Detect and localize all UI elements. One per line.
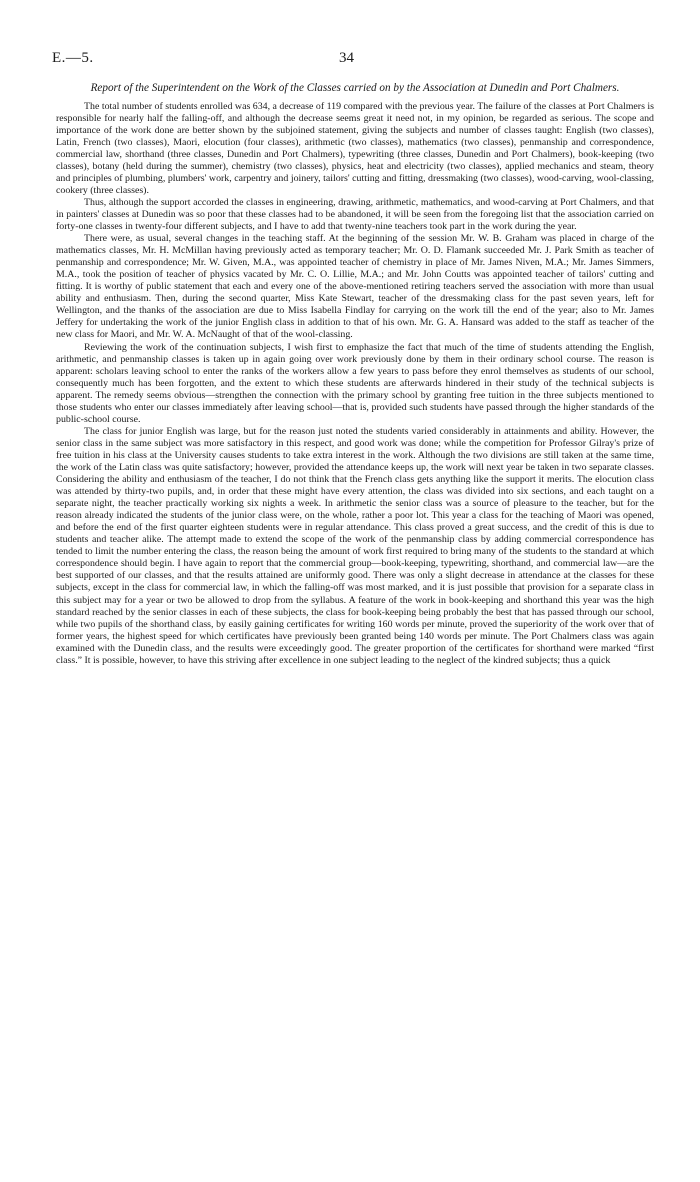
paragraph-continuation-subjects: Reviewing the work of the continuation subjects, I wish first to emphasize the fact that much of the time of students attending the English, arithmetic, and penmanship classes is taken up in again going over work previously done by them in their ordinary school course. The reason is apparent: scholars leaving school to enter the ranks of the workers allow a few years to pass before they enrol themselves as students of our school, consequently much has been forgotten, and the extent to which these students are afterwards hindered in their study of the technical subjects is apparent. The remedy seems obvious—strengthen the connection with the primary school by granting free tuition in the three subjects mentioned to those students who enter our classes immediately after leaving school—that is, provided such students have passed through the higher standards of the public-school course. [56, 341, 654, 425]
document-page [52, 50, 654, 667]
paragraph-class-reports: The class for junior English was large, but for the reason just noted the students varied considerably in attainments and ability. However, the senior class in the same subject was more satisfactory in this respect, and good work was done; while the competition for Professor Gilray's prize of free tuition in his class at the University causes students to take extra interest in the work. Although the two divisions are still taken at the same time, the work of the Latin class was quite satisfactory; however, provided the attendance keeps up, the work will next year be taken in two separate classes. Considering the ability and enthusiasm of the teacher, I do not think that the French class gets anything like the support it merits. The elocution class was attended by thirty-two pupils, and, in order that these might have every attention, the class was divided into six sections, and each taught on a separate night, the teacher practically working six nights a week. In arithmetic the senior class was a source of pleasure to the teacher, but for the reason already indicated the students of the junior class were, on the whole, rather a poor lot. This year a class for the teaching of Maori was opened, and before the end of the first quarter eighteen students were in regular attendance. This class proved a great success, and the credit of this is due to students and teacher alike. The attempt made to extend the scope of the work of the penmanship class by adding commercial correspondence has tended to limit the number entering the class, the reason being the amount of work first required to bring many of the students to the standard at which correspondence should begin. I have again to report that the commercial group—book-keeping, typewriting, shorthand, and commercial law—are the best supported of our classes, and that the results attained are uniformly good. There was only a slight decrease in attendance at the classes for these subjects, except in the class for commercial law, in which the falling-off was most marked, and it is just possible that provision for a separate class in this subject may for a year or two be allowed to drop from the syllabus. A feature of the work in book-keeping and shorthand this year was the high standard reached by the senior classes in each of these subjects, the class for book-keeping being probably the best that has passed through our school, while two pupils of the shorthand class, by easily gaining certificates for writing 160 words per minute, proved the superiority of the work over that of former years, the highest speed for which certificates have previously been granted being 140 words per minute. The Port Chalmers class was again examined with the Dunedin class, and the results were exceedingly good. The greater proportion of the certificates for shorthand were marked “first class.” It is possible, however, to have this striving after excellence in one subject leading to the neglect of the kindred subjects; thus a quick [56, 425, 654, 666]
report-body [56, 101, 654, 667]
report-reference: E.—5. [52, 50, 94, 66]
paragraph-staff-changes: There were, as usual, several changes in the teaching staff. At the beginning of the session Mr. W. B. Graham was placed in charge of the mathematics classes, Mr. H. McMillan having previously acted as temporary teacher; Mr. O. D. Flamank succeeded Mr. J. Park Smith as teacher of penmanship and correspondence; Mr. W. Given, M.A., was appointed teacher of chemistry in place of Mr. James Niven, M.A.; Mr. James Simmers, M.A., took the position of teacher of physics vacated by Mr. C. O. Lillie, M.A.; and Mr. John Coutts was appointed teacher of tailors' cutting and fitting. It is worthy of public statement that each and every one of the above-mentioned retiring teachers served the association with more than usual ability and enthusiasm. Then, during the second quarter, Miss Kate Stewart, teacher of the dressmaking class for the past seven years, left for Wellington, and the thanks of the association are due to Miss Isabella Findlay for carrying on the work till the end of the year; also to Mr. James Jeffery for undertaking the work of the junior English class in addition to that of his own. Mr. G. A. Hansard was added to the staff as teacher of the new class for Maori, and Mr. W. A. McNaught of that of the wool-classing. [56, 233, 654, 341]
page-number: 34 [339, 50, 354, 66]
report-title: Report of the Superintendent on the Work of the Classes carried on by the Association at Dunedin and Port Chalmers. [90, 82, 620, 94]
paragraph-enrolment: The total number of students enrolled was 634, a decrease of 119 compared with the previous year. The failure of the classes at Port Chalmers is responsible for nearly half the falling-off, and although the decrease seems great it need not, in my opinion, be regarded as serious. The scope and importance of the work done are better shown by the subjoined statement, giving the subjects and number of classes taught: English (two classes), Latin, French (two classes), Maori, elocution (four classes), arithmetic (two classes), mathematics (two classes), penmanship and correspondence, commercial law, shorthand (three classes, Dunedin and Port Chalmers), typewriting (three classes, Dunedin and Port Chalmers), book-keeping (two classes), botany (held during the summer), chemistry (two classes), physics, heat and electricity (two classes), applied mechanics and steam, theory and principles of plumbing, plumbers' work, carpentry and joinery, tailors' cutting and fitting, dressmaking (two classes), wood-carving, wool-classing, cookery (three classes). [56, 100, 654, 196]
page-header [52, 50, 654, 72]
paragraph-classes-summary: Thus, although the support accorded the classes in engineering, drawing, arithmetic, mathematics, and wood-carving at Port Chalmers, and that in painters' classes at Dunedin was so poor that these classes had to be abandoned, it will be seen from the foregoing list that the association carried on forty-one classes in twenty-four different subjects, and I have to add that twenty-nine teachers took part in the work during the year. [56, 196, 654, 233]
